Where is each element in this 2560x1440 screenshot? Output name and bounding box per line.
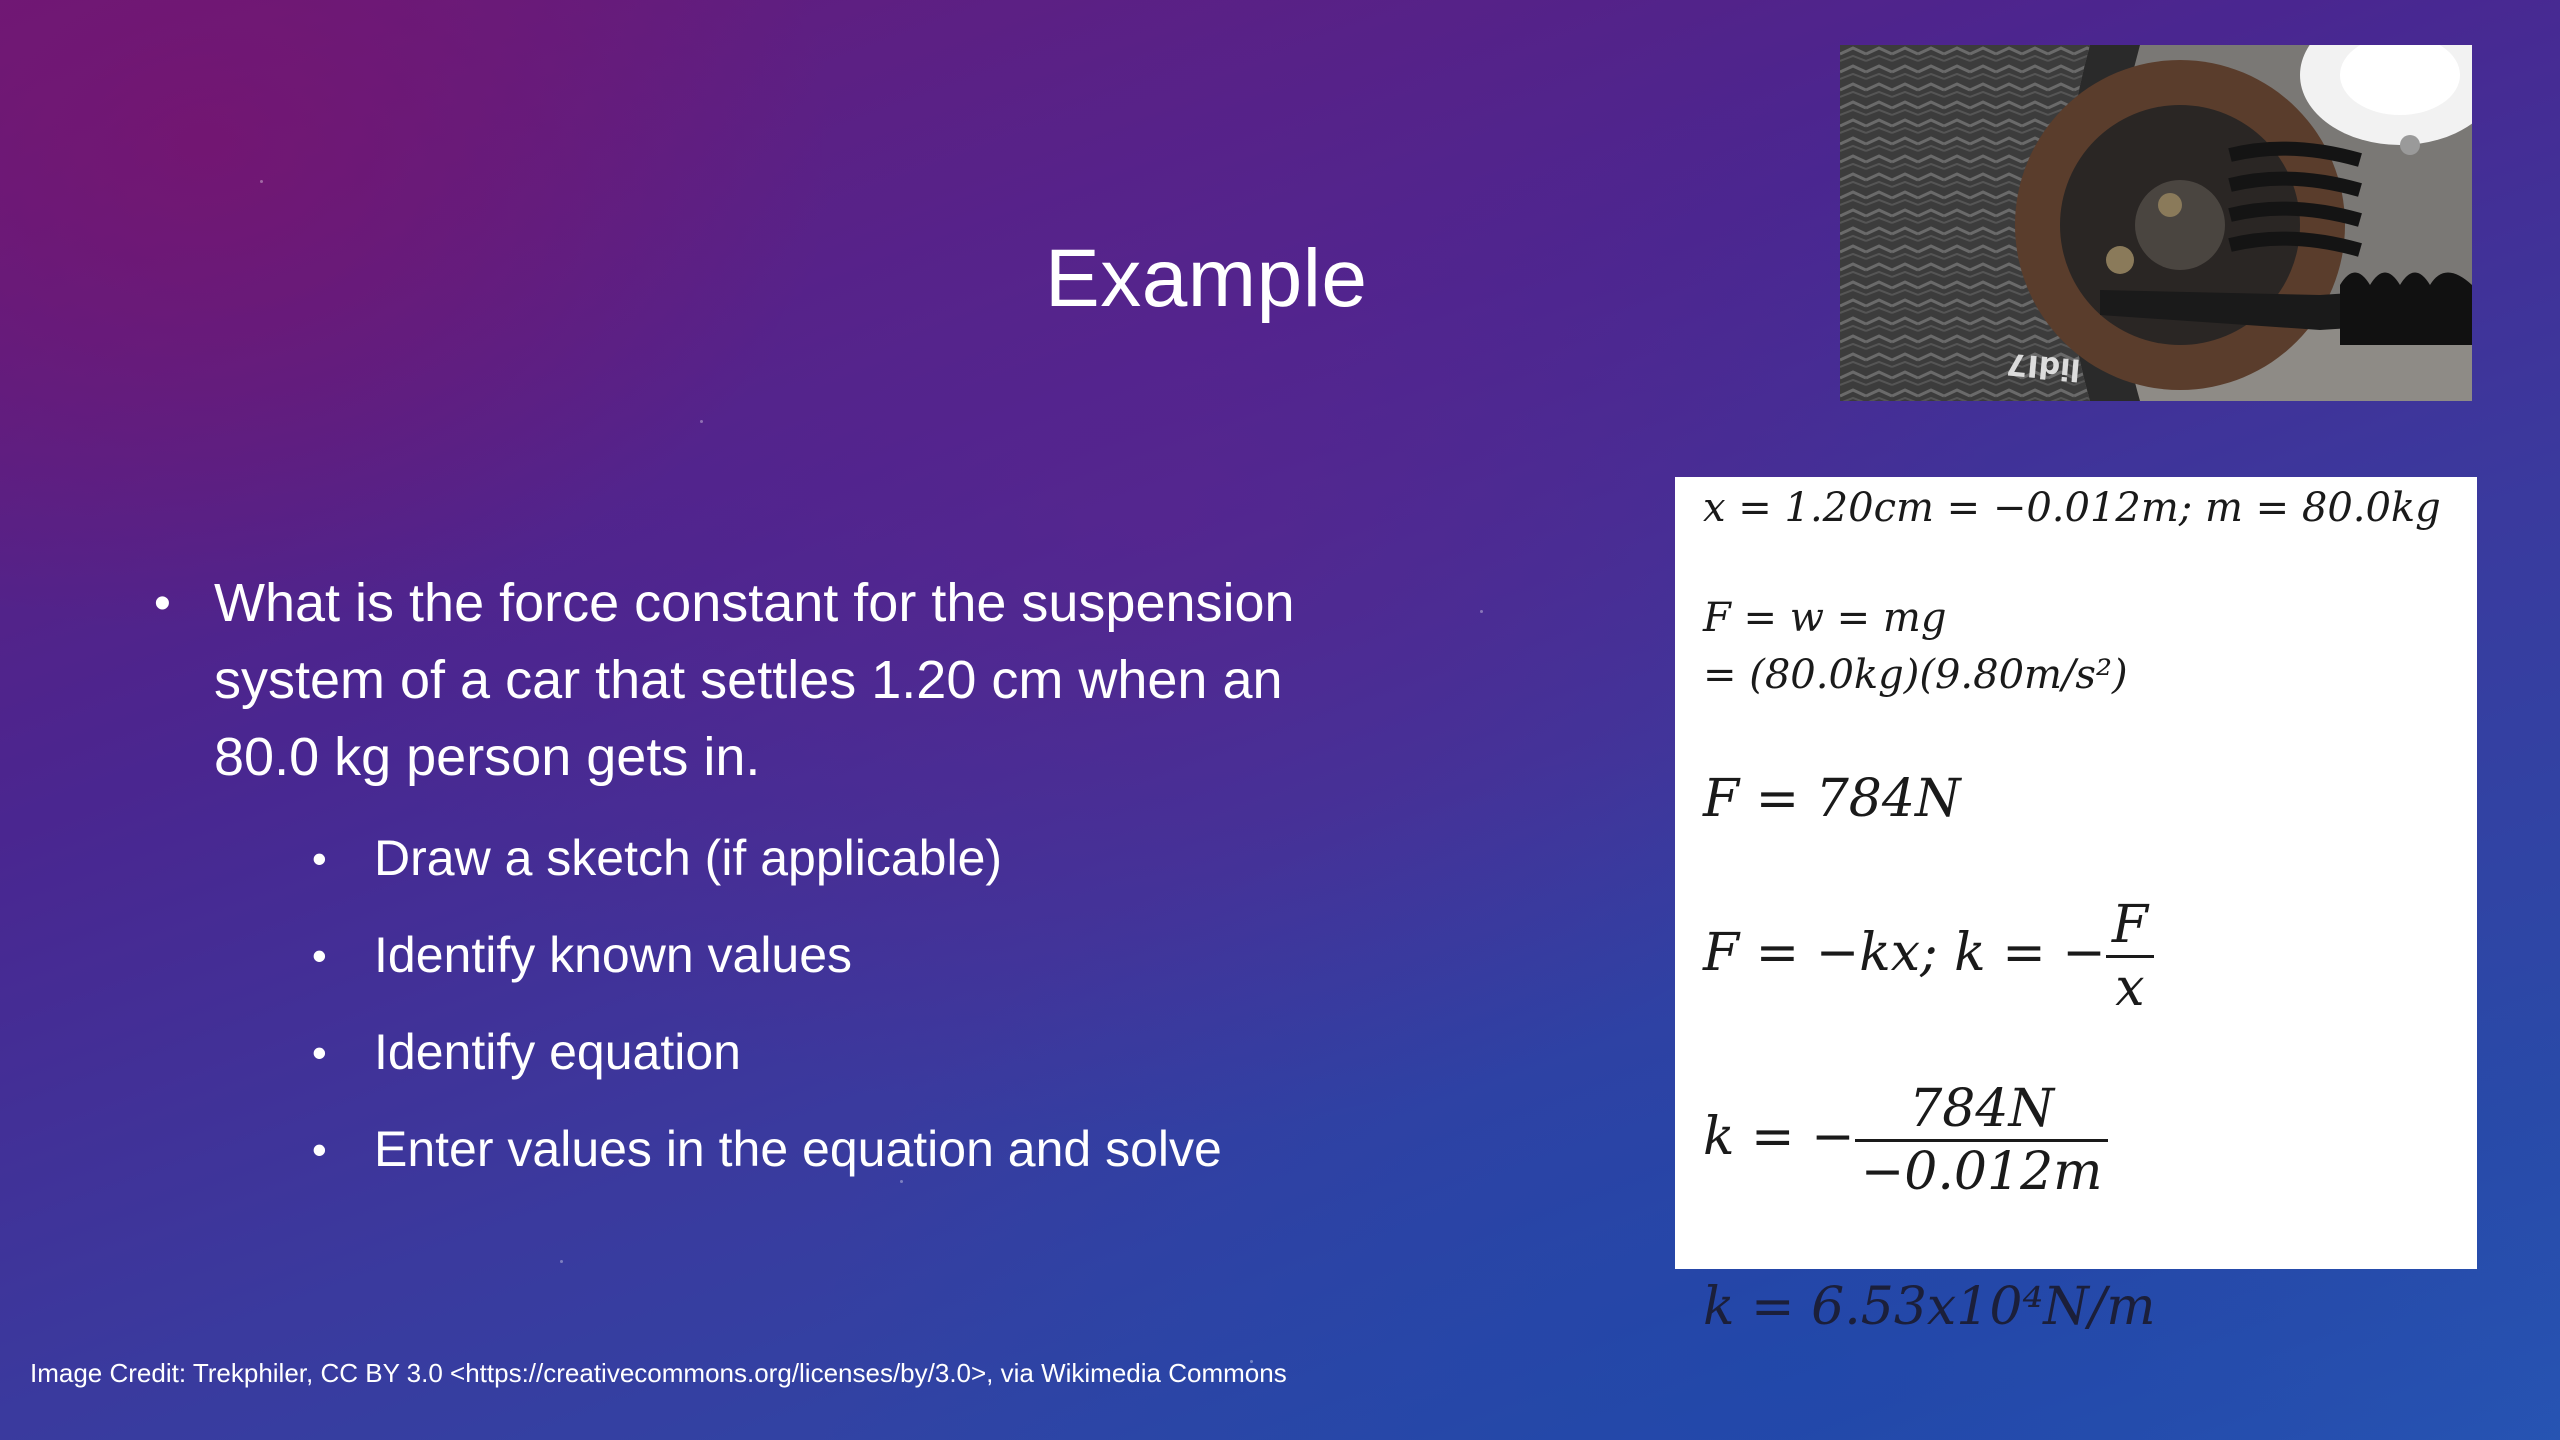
k-left: k = − [1703, 1107, 1855, 1167]
force-result: F = 784N [1703, 769, 1961, 829]
k-numerator: 784N [1909, 1079, 2054, 1139]
hooke-denominator: x [2106, 955, 2154, 1018]
hooke-left: F = −kx; k = − [1703, 923, 2106, 983]
final-result-equation: k = 6.53x10⁴N/m [1703, 1277, 2156, 1337]
svg-text:lidI7: lidI7 [2005, 345, 2083, 387]
weight-substitution: = (80.0kg)(9.80m/s²) [1703, 652, 2128, 698]
k-fraction [1855, 1079, 2109, 1202]
known-values-equation: x = 1.20cm = −0.012m; m = 80.0kg [1703, 485, 2441, 531]
k-denominator: −0.012m [1855, 1139, 2109, 1202]
list-item: • Enter values in the equation and solve [214, 1101, 1400, 1198]
bullet-list [150, 565, 1400, 1198]
list-item: • Identify equation [214, 1004, 1400, 1101]
question-text: What is the force constant for the suspension system of a car that settles 1.20 cm when an 80.0 kg person gets in. [214, 573, 1295, 787]
bullet-question [150, 565, 1400, 1198]
weight-equation: F = w = mg [1703, 595, 1947, 641]
equation-box [1675, 477, 2477, 1269]
hooke-fraction [2106, 895, 2154, 1018]
image-credit: Image Credit: Trekphiler, CC BY 3.0 <https://creativecommons.org/licenses/by/3.0>, via Wikimedia Commons [30, 1358, 1287, 1388]
slide-title: Example [1045, 233, 1368, 324]
sub-bullet-list [214, 810, 1400, 1198]
list-item: • Identify known values [214, 907, 1400, 1004]
k-substitution-equation [1703, 1079, 2108, 1202]
car-suspension-photo [1840, 45, 2472, 401]
list-item: • Draw a sketch (if applicable) [214, 810, 1400, 907]
hooke-law-equation [1703, 895, 2154, 1018]
hooke-numerator: F [2111, 895, 2148, 955]
